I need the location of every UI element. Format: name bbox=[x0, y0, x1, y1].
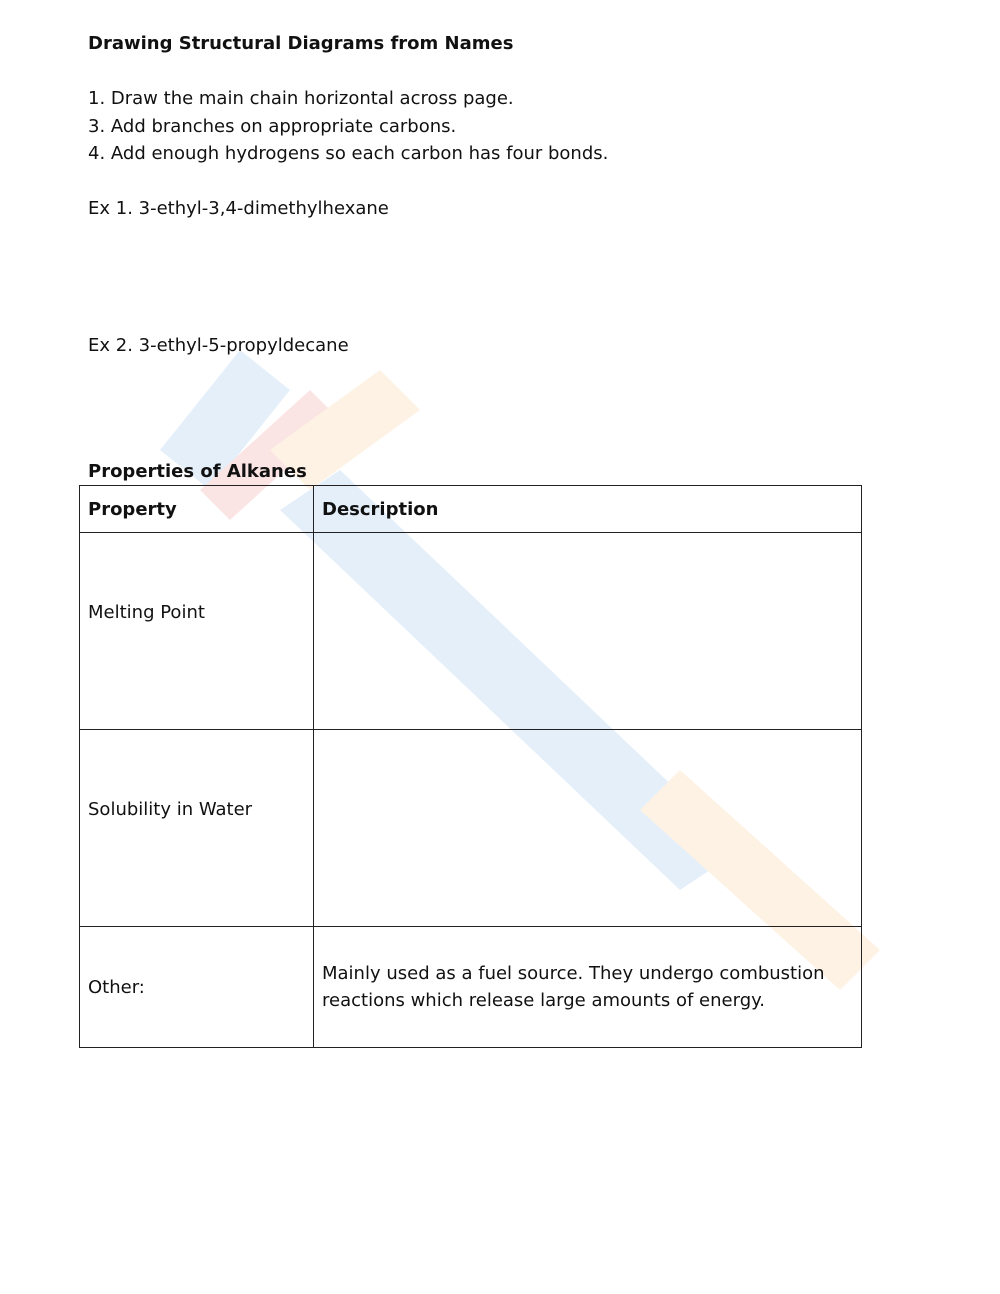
description-cell[interactable] bbox=[314, 533, 862, 730]
table-header-row bbox=[80, 486, 862, 533]
property-cell: Solubility in Water bbox=[80, 730, 314, 927]
instruction-list bbox=[88, 85, 948, 168]
properties-table bbox=[79, 485, 862, 1048]
property-cell: Other: bbox=[80, 927, 314, 1048]
example-2: Ex 2. 3-ethyl-5-propyldecane bbox=[88, 334, 349, 356]
table-row bbox=[80, 533, 862, 730]
worksheet-content bbox=[88, 30, 948, 360]
instruction-step: 4. Add enough hydrogens so each carbon has four bonds. bbox=[88, 143, 609, 164]
instruction-step: 3. Add branches on appropriate carbons. bbox=[88, 115, 457, 137]
example-1: Ex 1. 3-ethyl-3,4-dimethylhexane bbox=[88, 197, 389, 219]
property-cell: Melting Point bbox=[80, 533, 314, 730]
description-cell[interactable] bbox=[314, 730, 862, 927]
page-title: Drawing Structural Diagrams from Names bbox=[88, 33, 514, 54]
instruction-step: 1. Draw the main chain horizontal across page. bbox=[88, 88, 514, 109]
table-row bbox=[80, 730, 862, 927]
header-description: Description bbox=[314, 486, 862, 533]
table-row bbox=[80, 927, 862, 1048]
description-cell: Mainly used as a fuel source. They undergo combustion reactions which release large amounts of energy. bbox=[314, 927, 862, 1048]
section-title: Properties of Alkanes bbox=[88, 461, 307, 482]
header-property: Property bbox=[80, 486, 314, 533]
